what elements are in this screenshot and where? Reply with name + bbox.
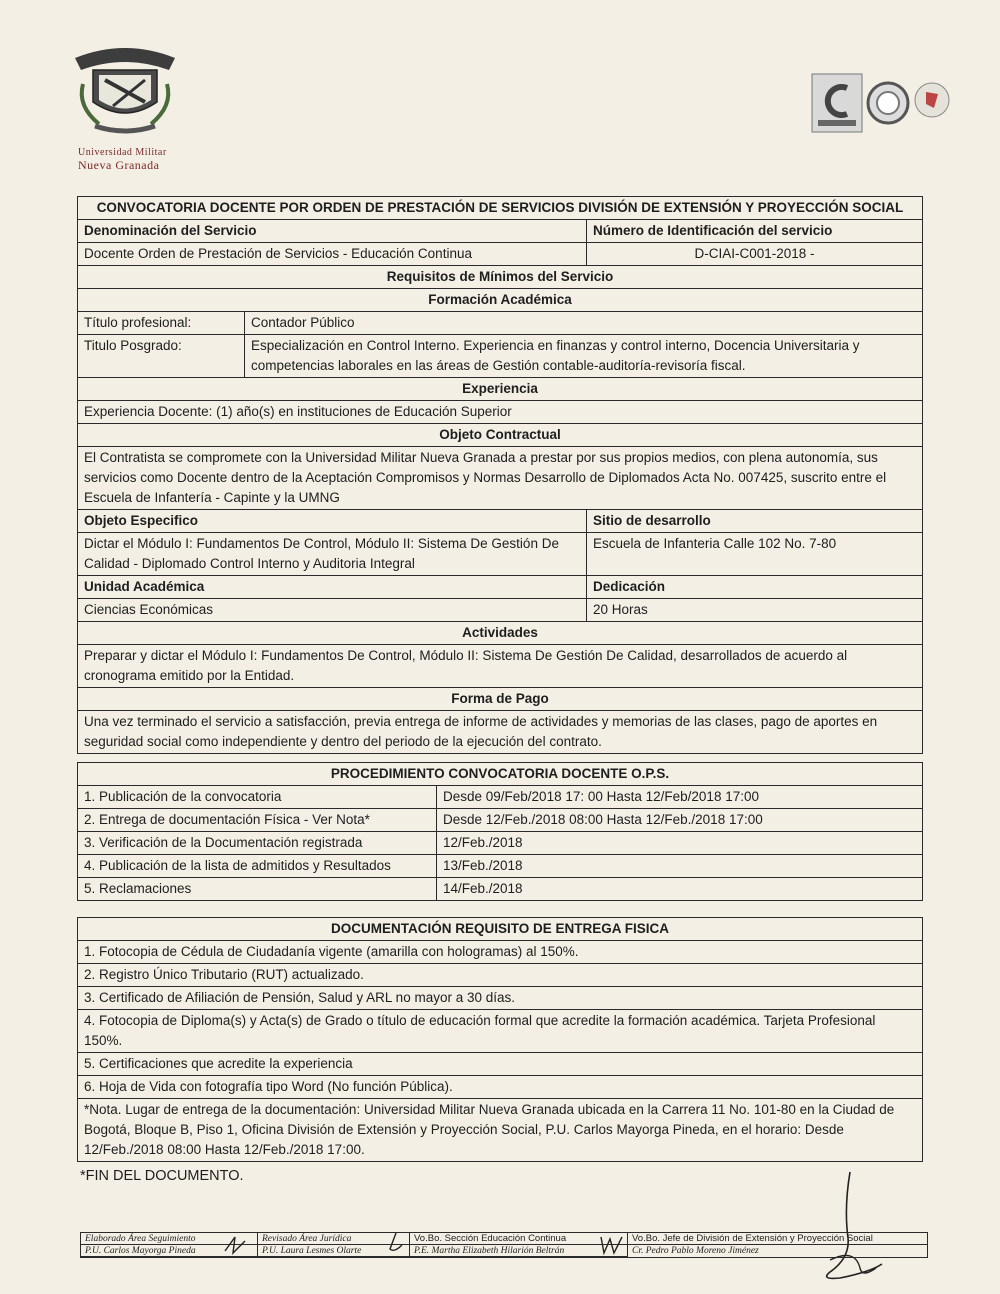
documentation-item: 6. Hoja de Vida con fotografía tipo Word (No función Pública).	[84, 1079, 453, 1094]
documentation-table	[77, 917, 923, 1162]
procedure-table	[77, 762, 923, 901]
list-item	[78, 964, 922, 987]
unidad-value: Ciencias Económicas	[84, 602, 214, 617]
list-item	[78, 1010, 922, 1053]
table-row	[78, 832, 922, 855]
footer-role: Revisado Área Jurídica	[258, 1233, 409, 1245]
procedure-date: Desde 12/Feb./2018 08:00 Hasta 12/Feb./2018 17:00	[436, 809, 922, 831]
titulo-prof-label: Título profesional:	[84, 315, 192, 330]
end-of-document: *FIN DEL DOCUMENTO.	[80, 1168, 244, 1184]
sitio-value: Escuela de Infanteria Calle 102 No. 7-80	[586, 533, 922, 575]
procedure-title: PROCEDIMIENTO CONVOCATORIA DOCENTE O.P.S.	[330, 766, 670, 781]
icontec-certification-logo	[812, 74, 862, 132]
footer-col-jefe	[627, 1233, 927, 1257]
dedicacion-value: 20 Horas	[586, 599, 922, 621]
objeto-heading: Objeto Contractual	[439, 427, 561, 442]
experience-heading: Experiencia	[462, 381, 538, 396]
footer-role: Vo.Bo. Sección Educación Continua	[410, 1233, 627, 1245]
procedure-date: 12/Feb./2018	[436, 832, 922, 854]
university-line2: Nueva Granada	[78, 158, 160, 172]
documentation-item: 2. Registro Único Tributario (RUT) actualizado.	[84, 967, 364, 982]
procedure-step: 1. Publicación de la convocatoria	[84, 789, 282, 804]
documentation-note: *Nota. Lugar de entrega de la documentación: Universidad Militar Nueva Granada ubicada en la Carrera 11 No. 101-80 en la Ciudad de Bogotá, Bloque B, Piso 1, Oficina División de Extensión y Proyección Social, P.U. Carlos Mayorga Pineda, en el horario: Desde 12/Feb./2018 08:00 Hasta 12/Feb./2018 17:00.	[84, 1102, 895, 1157]
university-name	[78, 146, 208, 172]
footer-name: P.U. Laura Lesmes Olarte	[258, 1245, 409, 1257]
procedure-date: 13/Feb./2018	[436, 855, 922, 877]
university-shield-logo	[65, 40, 185, 140]
procedure-date: 14/Feb./2018	[436, 878, 922, 900]
objeto-especifico-label: Objeto Especifico	[84, 513, 199, 528]
iqnet-logo	[868, 83, 908, 123]
table-row	[78, 809, 922, 832]
list-item	[78, 1053, 922, 1076]
objeto-especifico-value: Dictar el Módulo I: Fundamentos De Control, Módulo II: Sistema De Gestión De Calidad - Diplomado Control Interno y Auditoria Integral	[84, 536, 559, 571]
table-row	[78, 878, 922, 900]
footer-col-revisado	[257, 1233, 409, 1257]
actividades-heading: Actividades	[462, 625, 538, 640]
procedure-date: Desde 09/Feb/2018 17: 00 Hasta 12/Feb/2018 17:00	[436, 786, 922, 808]
documentation-item: 3. Certificado de Afiliación de Pensión, Salud y ARL no mayor a 30 días.	[84, 990, 516, 1005]
footer-role: Elaborado Área Seguimiento	[81, 1233, 257, 1245]
table-row	[78, 786, 922, 809]
university-line1: Universidad Militar	[78, 147, 167, 158]
signature-icon	[800, 1168, 890, 1288]
list-item	[78, 1076, 922, 1099]
footer-name: P.U. Carlos Mayorga Pineda	[81, 1245, 257, 1257]
pago-heading: Forma de Pago	[451, 691, 549, 706]
unidad-label: Unidad Académica	[84, 579, 205, 594]
id-label: Número de Identificación del servicio	[586, 220, 922, 242]
procedure-step: 3. Verificación de la Documentación registrada	[84, 835, 363, 850]
titulo-prof-value: Contador Público	[244, 312, 922, 334]
list-item	[78, 941, 922, 964]
service-label: Denominación del Servicio	[84, 223, 257, 238]
id-value: D-CIAI-C001-2018 -	[586, 243, 922, 265]
table-row	[78, 855, 922, 878]
procedure-step: 5. Reclamaciones	[84, 881, 192, 896]
objeto-value: El Contratista se compromete con la Universidad Militar Nueva Granada a prestar por sus propios medios, con plena autonomía, sus servicios como Docente dentro de la Aceptación Compromisos y Normas Desarrollo de Diplomados Acta No. 007425, suscrito entre el Escuela de Infantería - Capinte y la UMNG	[84, 450, 887, 505]
academic-heading: Formación Académica	[428, 292, 572, 307]
footer-name: P.E. Martha Elizabeth Hilarión Beltrán	[410, 1245, 627, 1257]
footer-col-educacion	[409, 1233, 627, 1257]
dedicacion-label: Dedicación	[586, 576, 922, 598]
procedure-step: 2. Entrega de documentación Física - Ver Nota*	[84, 812, 370, 827]
certification-logos	[810, 70, 960, 140]
service-call-table	[77, 196, 923, 754]
experience-value: Experiencia Docente: (1) año(s) en instituciones de Educación Superior	[84, 404, 512, 419]
sitio-label: Sitio de desarrollo	[586, 510, 922, 532]
requirements-heading: Requisitos de Mínimos del Servicio	[386, 269, 614, 284]
table-title: CONVOCATORIA DOCENTE POR ORDEN DE PRESTACIÓN DE SERVICIOS DIVISIÓN DE EXTENSIÓN Y PROYECCIÓN SOCIAL	[96, 200, 904, 215]
approval-footer	[80, 1232, 928, 1258]
footer-role: Vo.Bo. Jefe de División de Extensión y Proyección Social	[628, 1233, 927, 1245]
documentation-item: 5. Certificaciones que acredite la experiencia	[84, 1056, 353, 1071]
actividades-value: Preparar y dictar el Módulo I: Fundamentos De Control, Módulo II: Sistema De Gestión De Calidad, desarrollados de acuerdo al cronograma emitido por la Entidad.	[84, 648, 848, 683]
list-item	[78, 987, 922, 1010]
procedure-step: 4. Publicación de la lista de admitidos y Resultados	[84, 858, 391, 873]
footer-col-elaborado	[81, 1233, 257, 1257]
colombia-seal-logo	[915, 83, 949, 117]
footer-name: Cr. Pedro Pablo Moreno Jiménez	[632, 1246, 759, 1256]
documentation-title: DOCUMENTACIÓN REQUISITO DE ENTREGA FISICA	[330, 921, 669, 936]
pago-value: Una vez terminado el servicio a satisfacción, previa entrega de informe de actividades y memorias de las clases, pago de aportes en seguridad social como independiente y dentro del periodo de la ejecución del contrato.	[84, 714, 878, 749]
list-item	[78, 1099, 922, 1161]
titulo-posgrado-value: Especialización en Control Interno. Experiencia en finanzas y control interno, Docencia Universitaria y competencias laborales en las áreas de Gestión contable-auditoría-revisoría fiscal.	[244, 335, 922, 377]
documentation-item: 1. Fotocopia de Cédula de Ciudadanía vigente (amarilla con hologramas) al 150%.	[84, 944, 579, 959]
titulo-posgrado-label: Titulo Posgrado:	[84, 338, 182, 353]
documentation-item: 4. Fotocopia de Diploma(s) y Acta(s) de Grado o título de educación formal que acredite la formación académica. Tarjeta Profesional 150%.	[84, 1013, 876, 1048]
service-value: Docente Orden de Prestación de Servicios - Educación Continua	[84, 246, 472, 261]
